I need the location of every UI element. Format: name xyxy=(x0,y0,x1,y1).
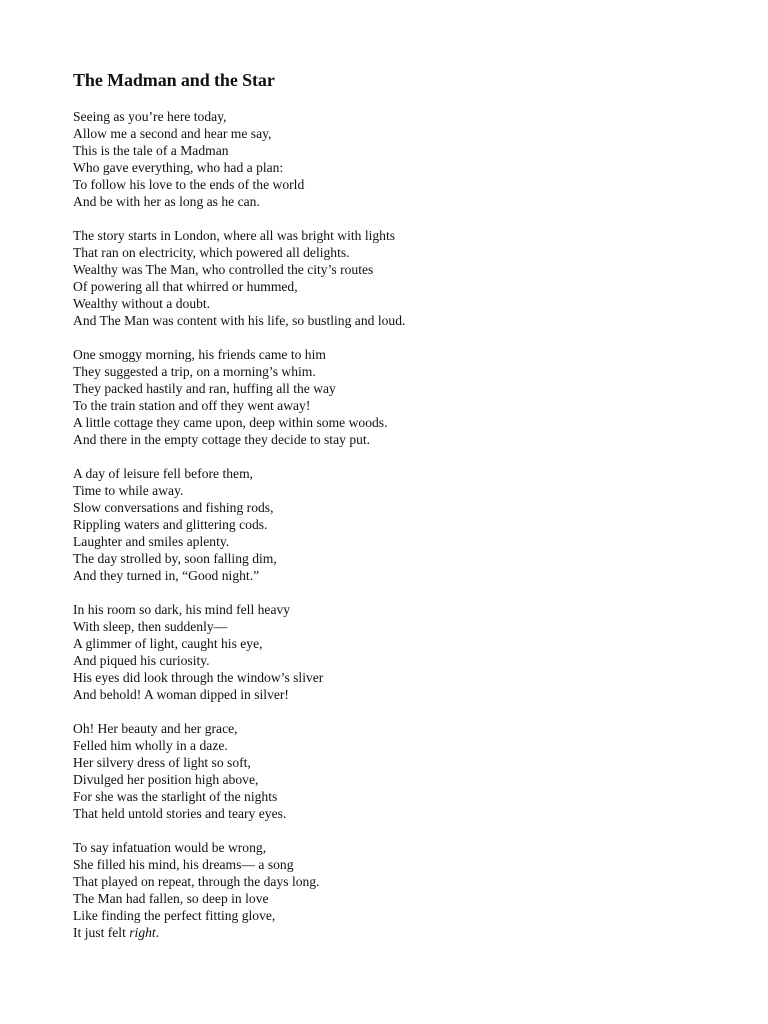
poem-line: The Man had fallen, so deep in love xyxy=(73,891,269,906)
last-line-suffix: . xyxy=(155,925,160,940)
stanza-2 xyxy=(73,227,733,329)
poem-line: And they turned in, “Good night.” xyxy=(73,568,260,583)
poem-line: Laughter and smiles aplenty. xyxy=(73,534,230,549)
poem-line: They packed hastily and ran, huffing all the way xyxy=(73,381,336,396)
poem-line: The day strolled by, soon falling dim, xyxy=(73,551,277,566)
stanza-4 xyxy=(73,465,733,584)
poem-line: To the train station and off they went away! xyxy=(73,398,311,413)
poem-line: Allow me a second and hear me say, xyxy=(73,126,272,141)
poem-line: And be with her as long as he can. xyxy=(73,194,260,209)
emphasized-word: right xyxy=(129,925,156,940)
poem-line: She filled his mind, his dreams— a song xyxy=(73,857,294,872)
stanza-1 xyxy=(73,108,733,210)
poem-line: Divulged her position high above, xyxy=(73,772,259,787)
stanza-7 xyxy=(73,839,733,941)
poem-line: Slow conversations and fishing rods, xyxy=(73,500,274,515)
stanza-6 xyxy=(73,720,733,822)
poem-line: Felled him wholly in a daze. xyxy=(73,738,228,753)
poem-line: Seeing as you’re here today, xyxy=(73,109,227,124)
poem-line: That ran on electricity, which powered all delights. xyxy=(73,245,350,260)
poem-line: Oh! Her beauty and her grace, xyxy=(73,721,238,736)
poem-line: Her silvery dress of light so soft, xyxy=(73,755,251,770)
poem-line: Rippling waters and glittering cods. xyxy=(73,517,268,532)
poem-line: Time to while away. xyxy=(73,483,184,498)
poem-line: One smoggy morning, his friends came to him xyxy=(73,347,326,362)
poem-line: To say infatuation would be wrong, xyxy=(73,840,267,855)
poem-line: And behold! A woman dipped in silver! xyxy=(73,687,289,702)
poem-last-line xyxy=(73,924,733,941)
poem-line: His eyes did look through the window’s sliver xyxy=(73,670,324,685)
poem-line: A day of leisure fell before them, xyxy=(73,466,254,481)
poem-line: A glimmer of light, caught his eye, xyxy=(73,636,263,651)
poem-line: Like finding the perfect fitting glove, xyxy=(73,908,276,923)
document-page xyxy=(73,68,733,958)
stanza-3 xyxy=(73,346,733,448)
poem-line: To follow his love to the ends of the world xyxy=(73,177,305,192)
poem-line: And there in the empty cottage they decide to stay put. xyxy=(73,432,371,447)
poem-line: With sleep, then suddenly— xyxy=(73,619,228,634)
poem-line: Wealthy without a doubt. xyxy=(73,296,211,311)
poem-title: The Madman and the Star xyxy=(73,70,275,90)
last-line-prefix: It just felt xyxy=(73,925,130,940)
poem-line: And piqued his curiosity. xyxy=(73,653,210,668)
poem-line: They suggested a trip, on a morning’s whim. xyxy=(73,364,316,379)
poem-line: That played on repeat, through the days long. xyxy=(73,874,320,889)
poem-line: A little cottage they came upon, deep within some woods. xyxy=(73,415,388,430)
poem-line: That held untold stories and teary eyes. xyxy=(73,806,287,821)
poem-line: Who gave everything, who had a plan: xyxy=(73,160,284,175)
poem-line: In his room so dark, his mind fell heavy xyxy=(73,602,291,617)
poem-line: For she was the starlight of the nights xyxy=(73,789,278,804)
poem-line: And The Man was content with his life, so bustling and loud. xyxy=(73,313,406,328)
poem-line: Of powering all that whirred or hummed, xyxy=(73,279,298,294)
poem-line: The story starts in London, where all was bright with lights xyxy=(73,228,396,243)
poem-line: Wealthy was The Man, who controlled the city’s routes xyxy=(73,262,374,277)
poem-line: This is the tale of a Madman xyxy=(73,143,229,158)
stanza-5 xyxy=(73,601,733,703)
